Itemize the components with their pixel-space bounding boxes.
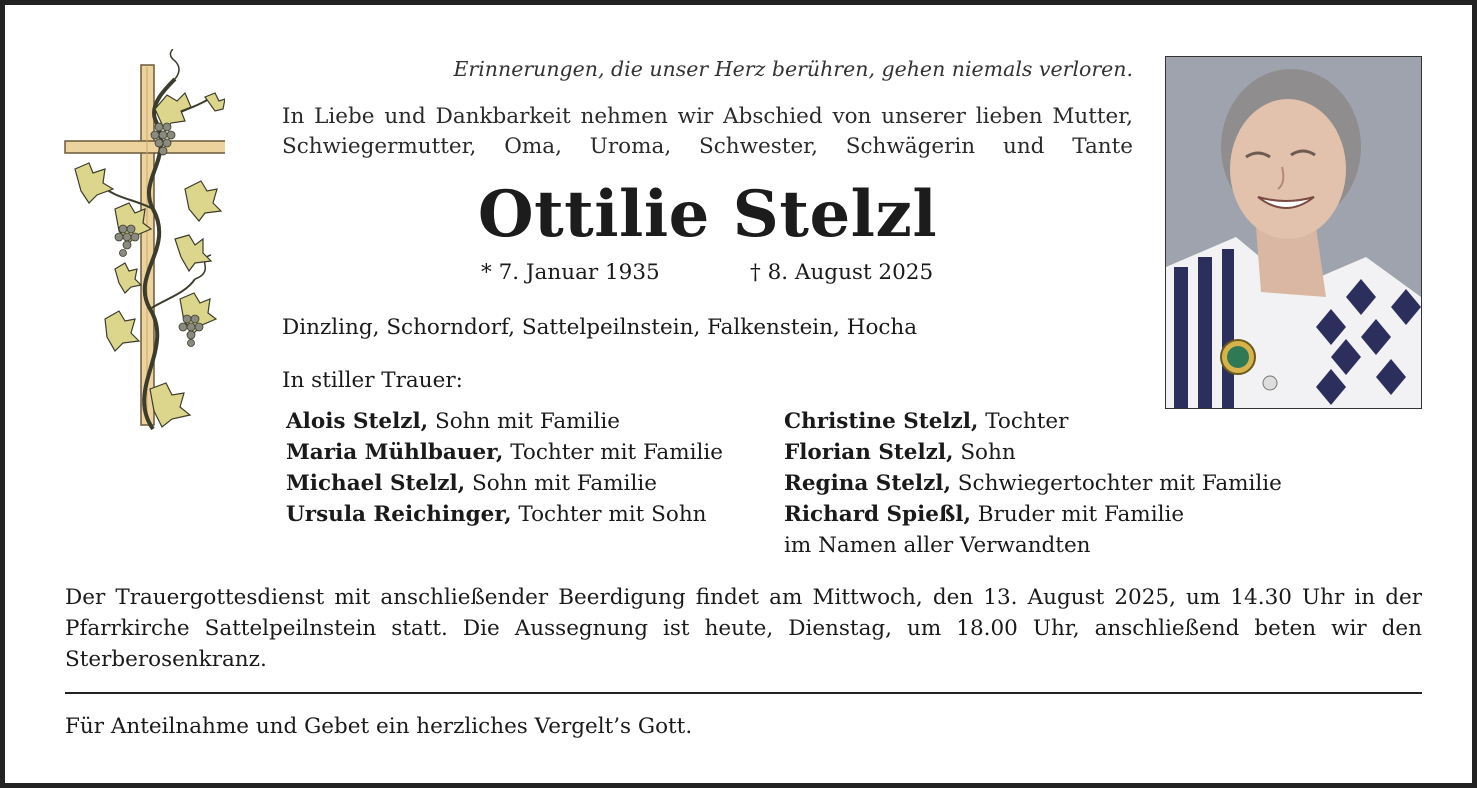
mourner-relation: Sohn mit Familie [465,471,657,496]
death-date: † 8. August 2025 [750,260,934,285]
divider [65,692,1422,694]
mourner-name: Maria Mühlbauer, [286,440,504,465]
mourner-relation: im Namen aller Verwandten [784,533,1091,558]
mourner-relation: Schwiegertochter mit Familie [950,471,1282,496]
mourner-entry [784,437,1282,468]
portrait-photo [1165,56,1422,409]
places: Dinzling, Schorndorf, Sattelpeilnstein, Falkenstein, Hocha [282,315,918,340]
service-info: Der Trauergottesdienst mit anschließender Beerdigung findet am Mittwoch, den 13. August 2025, um 14.30 Uhr in der Pfarrkirche Sattelpeilnstein statt. Die Aussegnung ist heute, Dienstag, um 18.00 Uhr, anschließend beten wir den Sterberosenkranz. [65,585,1422,672]
mourner-name: Alois Stelzl, [286,409,429,434]
mourner-entry [784,499,1282,530]
intro-text: In Liebe und Dankbarkeit nehmen wir Abschied von unserer lieben Mutter, Schwiegermutter, Oma, Uroma, Schwester, Schwägerin und Tante [282,104,1133,159]
mourners-right-column [784,406,1282,561]
mourner-name: Ursula Reichinger, [286,502,512,527]
mourner-relation: Tochter mit Sohn [511,502,707,527]
cross-vine-icon [55,49,225,441]
mourner-relation: Sohn [953,440,1016,465]
birth-date: * 7. Januar 1935 [481,260,660,285]
mourner-entry [784,530,1282,561]
mourner-name: Michael Stelzl, [286,471,466,496]
mourner-entry [784,406,1282,437]
mourner-entry [286,406,723,437]
thanks-note: Für Anteilnahme und Gebet ein herzliches Vergelt’s Gott. [65,714,693,739]
mourner-relation: Sohn mit Familie [428,409,620,434]
mourning-label: In stiller Trauer: [282,368,463,393]
mourner-relation: Tochter [978,409,1069,434]
mourners-left-column [286,406,723,530]
mourner-name: Florian Stelzl, [784,440,954,465]
mourner-name: Christine Stelzl, [784,409,979,434]
mourner-entry [286,468,723,499]
mourner-entry [286,499,723,530]
mourner-entry [286,437,723,468]
motto: Erinnerungen, die unser Herz berühren, gehen niemals verloren. [453,57,1133,81]
mourner-relation: Bruder mit Familie [970,502,1185,527]
mourner-name: Richard Spießl, [784,502,971,527]
mourner-entry [784,468,1282,499]
deceased-name: Ottilie Stelzl [477,177,938,252]
mourner-name: Regina Stelzl, [784,471,951,496]
mourner-relation: Tochter mit Familie [503,440,723,465]
